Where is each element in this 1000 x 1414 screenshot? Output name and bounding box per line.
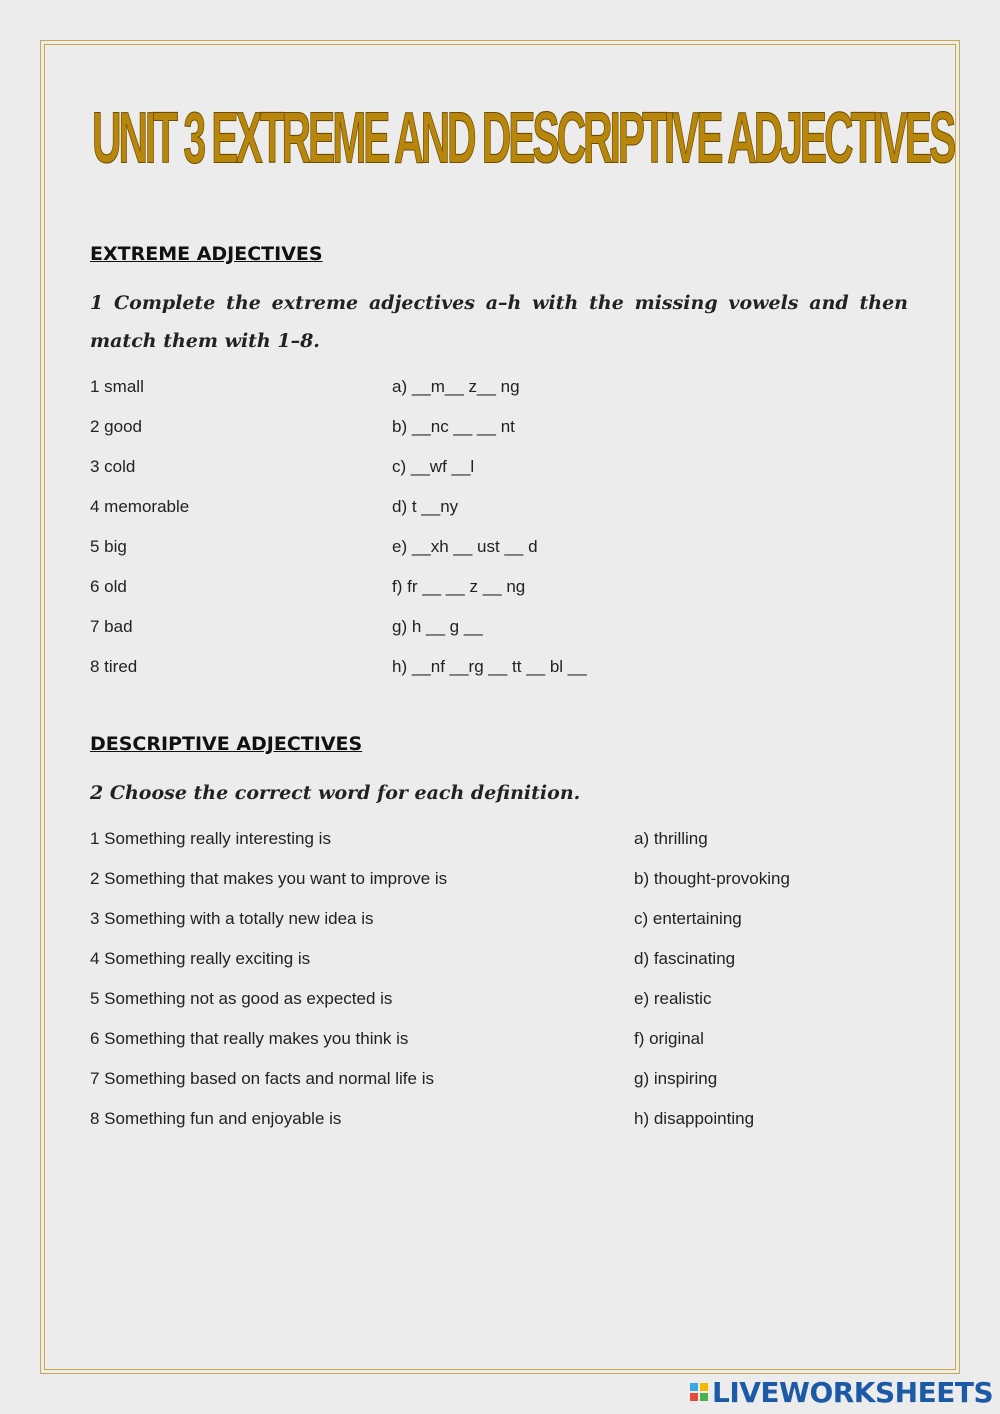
definition-text: 7 Something based on facts and normal life is xyxy=(90,1069,434,1088)
definition-text: 2 Something that makes you want to improve is xyxy=(90,869,448,888)
base-adjective: 8 tired xyxy=(90,657,138,676)
extreme-adjective-row xyxy=(0,647,1000,687)
descriptive-adjective-row xyxy=(0,819,1000,859)
extreme-adjective-gap: f) fr __ __ z __ ng xyxy=(392,577,526,596)
section-heading-extreme: EXTREME ADJECTIVES xyxy=(90,243,323,265)
base-adjective: 2 good xyxy=(90,417,142,436)
base-adjective: 5 big xyxy=(90,537,127,556)
descriptive-adjective-row xyxy=(0,859,1000,899)
extreme-adjective-row xyxy=(0,407,1000,447)
adjective-option: g) inspiring xyxy=(634,1069,718,1088)
base-adjective: 6 old xyxy=(90,577,127,596)
instruction-1: 1 Complete the extreme adjectives a–h with the missing vowels and then match them with 1–8. xyxy=(90,292,908,352)
extreme-adjective-gap: a) __m__ z__ ng xyxy=(392,377,520,396)
descriptive-adjective-row xyxy=(0,899,1000,939)
extreme-adjective-row xyxy=(0,447,1000,487)
descriptive-adjective-row xyxy=(0,1059,1000,1099)
definition-text: 3 Something with a totally new idea is xyxy=(90,909,374,928)
base-adjective: 7 bad xyxy=(90,617,133,636)
liveworksheets-logo-icon xyxy=(690,1383,708,1401)
extreme-adjective-row xyxy=(0,527,1000,567)
extreme-adjective-row xyxy=(0,607,1000,647)
section-heading-descriptive: DESCRIPTIVE ADJECTIVES xyxy=(90,733,363,755)
extreme-adjective-gap: d) t __ny xyxy=(392,497,459,516)
adjective-option: f) original xyxy=(634,1029,704,1048)
worksheet-title: UNIT 3 EXTREME AND DESCRIPTIVE ADJECTIVES xyxy=(92,96,954,178)
definition-text: 1 Something really interesting is xyxy=(90,829,331,848)
extreme-adjective-gap: b) __nc __ __ nt xyxy=(392,417,515,436)
descriptive-adjective-row xyxy=(0,1099,1000,1139)
adjective-option: b) thought-provoking xyxy=(634,869,790,888)
base-adjective: 1 small xyxy=(90,377,144,396)
logo-text: LIVEWORKSHEETS xyxy=(712,1375,994,1409)
base-adjective: 3 cold xyxy=(90,457,136,476)
extreme-adjective-gap: g) h __ g __ xyxy=(392,617,483,636)
extreme-adjective-row xyxy=(0,487,1000,527)
descriptive-adjective-row xyxy=(0,979,1000,1019)
base-adjective: 4 memorable xyxy=(90,497,190,516)
definition-text: 4 Something really exciting is xyxy=(90,949,311,968)
definition-text: 5 Something not as good as expected is xyxy=(90,989,393,1008)
adjective-option: c) entertaining xyxy=(634,909,742,928)
liveworksheets-logo[interactable] xyxy=(690,1372,994,1412)
adjective-option: h) disappointing xyxy=(634,1109,755,1128)
adjective-option: a) thrilling xyxy=(634,829,708,848)
instruction-2: 2 Choose the correct word for each definition. xyxy=(90,782,581,804)
extreme-adjective-gap: h) __nf __rg __ tt __ bl __ xyxy=(392,657,587,676)
extreme-adjective-gap: e) __xh __ ust __ d xyxy=(392,537,538,556)
adjective-option: d) fascinating xyxy=(634,949,736,968)
extreme-adjective-row xyxy=(0,367,1000,407)
descriptive-adjective-row xyxy=(0,939,1000,979)
extreme-adjective-gap: c) __wf __l xyxy=(392,457,475,476)
definition-text: 6 Something that really makes you think is xyxy=(90,1029,409,1048)
adjective-option: e) realistic xyxy=(634,989,712,1008)
definition-text: 8 Something fun and enjoyable is xyxy=(90,1109,342,1128)
descriptive-adjective-row xyxy=(0,1019,1000,1059)
extreme-adjective-row xyxy=(0,567,1000,607)
